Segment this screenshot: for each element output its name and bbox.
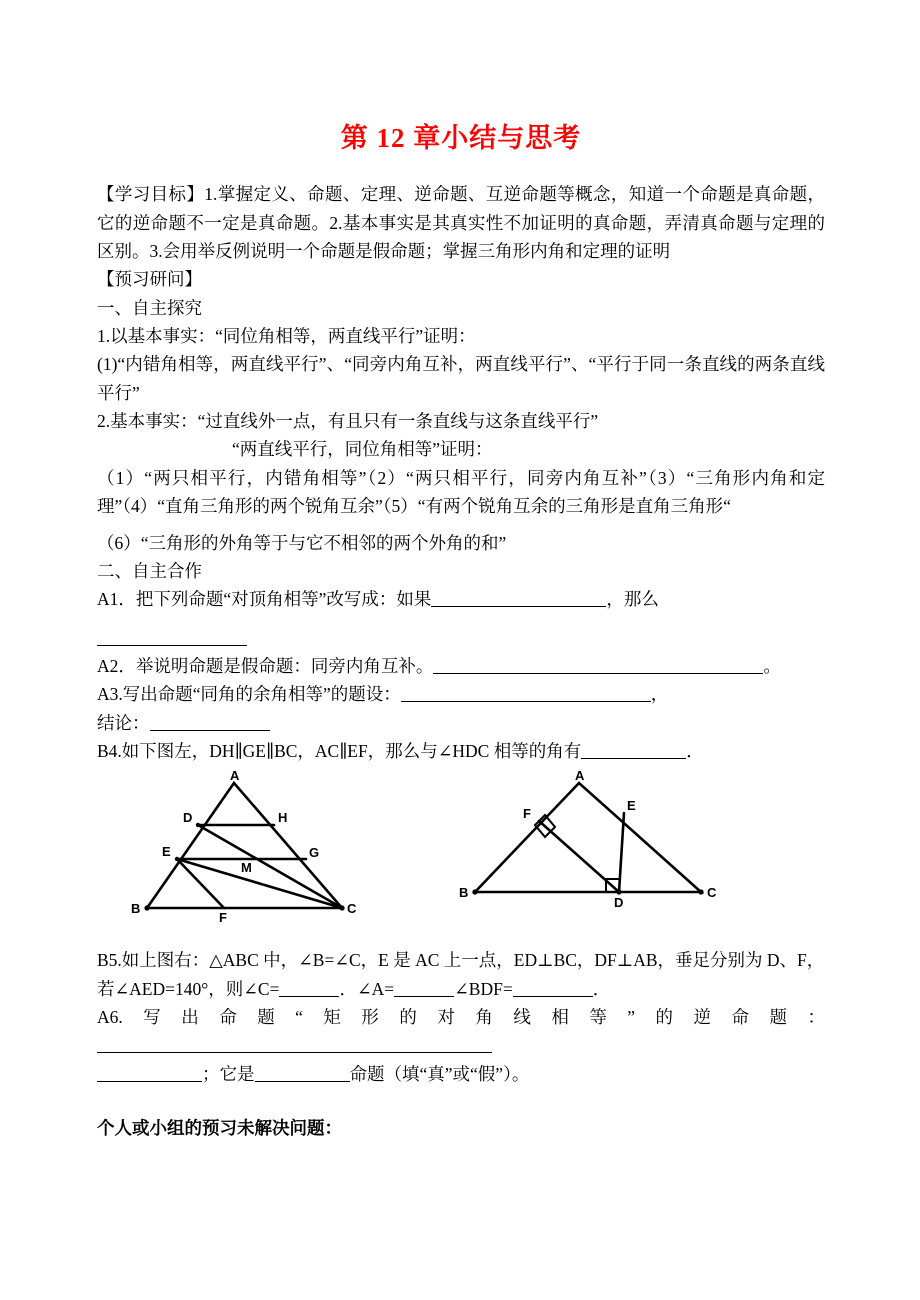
figure-right-label-e: E [627, 798, 636, 814]
question-a6-text2: ；它是 [202, 1063, 255, 1084]
figure-left-label-g: G [309, 845, 320, 861]
item-2-sub: （1）“两只相平行，内错角相等”（2）“两只相平行，同旁内角互补”（3）“三角形内角和定理”（4）“直角三角形的两个锐角互余”（5）“有两个锐角互余的三角形是直角三角形“ [97, 467, 825, 517]
answer-blank-a3[interactable] [401, 684, 651, 703]
item-1-sub: (1)“内错角相等，两直线平行”、“同旁内角互补，两直线平行”、“平行于同一条直线的两条直线平行” [97, 354, 825, 403]
item-1: 1.以基本事实：“同位角相等，两直线平行”证明： [97, 326, 476, 347]
answer-blank-b5-a[interactable] [394, 978, 454, 997]
question-b5-tail: ． [592, 978, 611, 999]
item-2: 2.基本事实：“过直线外一点，有且只有一条直线与这条直线平行” [97, 411, 599, 432]
question-b5-line2 [97, 975, 825, 1003]
figure-right-label-c: C [707, 885, 717, 901]
question-a2-text: A2．举说明命题是假命题：同旁内角互补。 [97, 655, 434, 676]
question-a6 [97, 1003, 825, 1060]
answer-blank-a6-2[interactable] [97, 1063, 202, 1082]
question-b5-text-2b: ．∠A= [339, 978, 395, 999]
question-a6-continued [97, 1060, 825, 1088]
answer-blank-a1-1[interactable] [431, 589, 606, 608]
page-title: 第 12 章小结与思考 [340, 123, 582, 153]
learning-objectives-text: 1.掌握定义、命题、定理、逆命题、互逆命题等概念，知道一个命题是真命题，它的逆命题不一定是真命题。2.基本事实是其真实性不加证明的真命题，弄清真命题与定理的区别。3.会用举反例说明一个命题是假命题；掌握三角形内角和定理的证明 [97, 184, 826, 262]
answer-blank-a6-3[interactable] [255, 1063, 350, 1082]
figure-left-label-a: A [230, 768, 240, 784]
preview-label: 【预习研问】 [97, 269, 202, 290]
answer-blank-a3-conclusion[interactable] [150, 712, 270, 731]
vertex-dot-c [339, 906, 344, 911]
figure-left-label-d: D [183, 810, 193, 826]
question-b5-line1: B5.如上图右：△ABC 中，∠B=∠C，E 是 AC 上一点，ED⊥BC，DF⊥AB，垂足分别为 D、F， [97, 950, 825, 971]
question-a2 [97, 652, 825, 680]
figure-left-label-e: E [162, 844, 171, 860]
question-a3-tail: ， [650, 684, 669, 705]
question-a6-text3: 命题（填“真”或“假”）。 [349, 1063, 530, 1084]
triangle-outline [475, 783, 701, 892]
question-a1-text: A1．把下列命题“对顶角相等”改写成：如果 [97, 589, 432, 610]
question-b4 [97, 737, 825, 765]
answer-blank-a1-2[interactable] [97, 627, 247, 646]
footer-note: 个人或小组的预习未解决问题： [97, 1117, 342, 1138]
vertex-dot-d [196, 823, 200, 827]
answer-blank-a2[interactable] [433, 655, 763, 674]
question-a2-tail: 。 [763, 655, 781, 676]
figure-right-label-d: D [614, 895, 624, 911]
question-b4-tail: ． [686, 740, 704, 761]
figure-right [459, 768, 735, 926]
segment-dc [198, 825, 342, 908]
question-b5-text-2c: ∠BDF= [454, 978, 513, 999]
section-one-heading: 一、自主探究 [97, 297, 202, 318]
learning-objectives [97, 180, 825, 265]
figure-left [117, 768, 377, 926]
vertex-dot-d [616, 890, 621, 895]
figures-row [97, 768, 825, 946]
figure-right-label-a: A [575, 768, 585, 784]
answer-blank-b5-c[interactable] [279, 978, 339, 997]
vertex-dot-c [698, 890, 703, 895]
learning-objectives-label: 【学习目标】 [97, 184, 205, 205]
answer-blank-a6-1[interactable] [97, 1035, 492, 1054]
figure-right-label-f: F [523, 806, 531, 822]
question-a6-text: A6.写出命题“矩形的对角线相等”的逆命题： [97, 1006, 825, 1027]
figure-left-label-b: B [131, 901, 141, 917]
figure-left-label-f: F [219, 910, 227, 926]
figure-left-label-h: H [278, 810, 288, 826]
question-a3-text: A3.写出命题“同角的余角相等”的题设： [97, 684, 401, 705]
vertex-dot-b [144, 906, 149, 911]
figure-left-label-m: M [241, 860, 252, 876]
item-2-indent: “两直线平行，同位角相等”证明： [232, 439, 493, 460]
figure-left-svg [117, 768, 377, 926]
figure-right-svg [459, 768, 735, 926]
vertex-dot-b [472, 890, 477, 895]
vertex-dot-e [175, 857, 179, 861]
section-two-heading: 二、自主合作 [97, 560, 202, 581]
conclusion-label: 结论： [97, 712, 150, 733]
item-2-sub6: （6）“三角形的外角等于与它不相邻的两个外角的和” [97, 532, 507, 553]
figure-right-label-b: B [459, 885, 469, 901]
answer-blank-b5-bdf[interactable] [513, 978, 593, 997]
question-a1-continued [97, 624, 825, 652]
question-a3 [97, 680, 825, 708]
question-a1-text2: ，那么 [606, 589, 659, 610]
answer-blank-b4[interactable] [581, 740, 686, 759]
question-b5-text-2a: 若∠AED=140°，则∠C= [97, 978, 280, 999]
question-a3-conclusion [97, 709, 825, 737]
question-b4-text: B4.如下图左，DH∥GE∥BC，AC∥EF，那么与∠HDC 相等的角有 [97, 740, 582, 761]
figure-left-label-c: C [347, 901, 357, 917]
segment-ed [619, 813, 624, 892]
document-body [97, 100, 825, 1142]
question-a1 [97, 585, 825, 613]
